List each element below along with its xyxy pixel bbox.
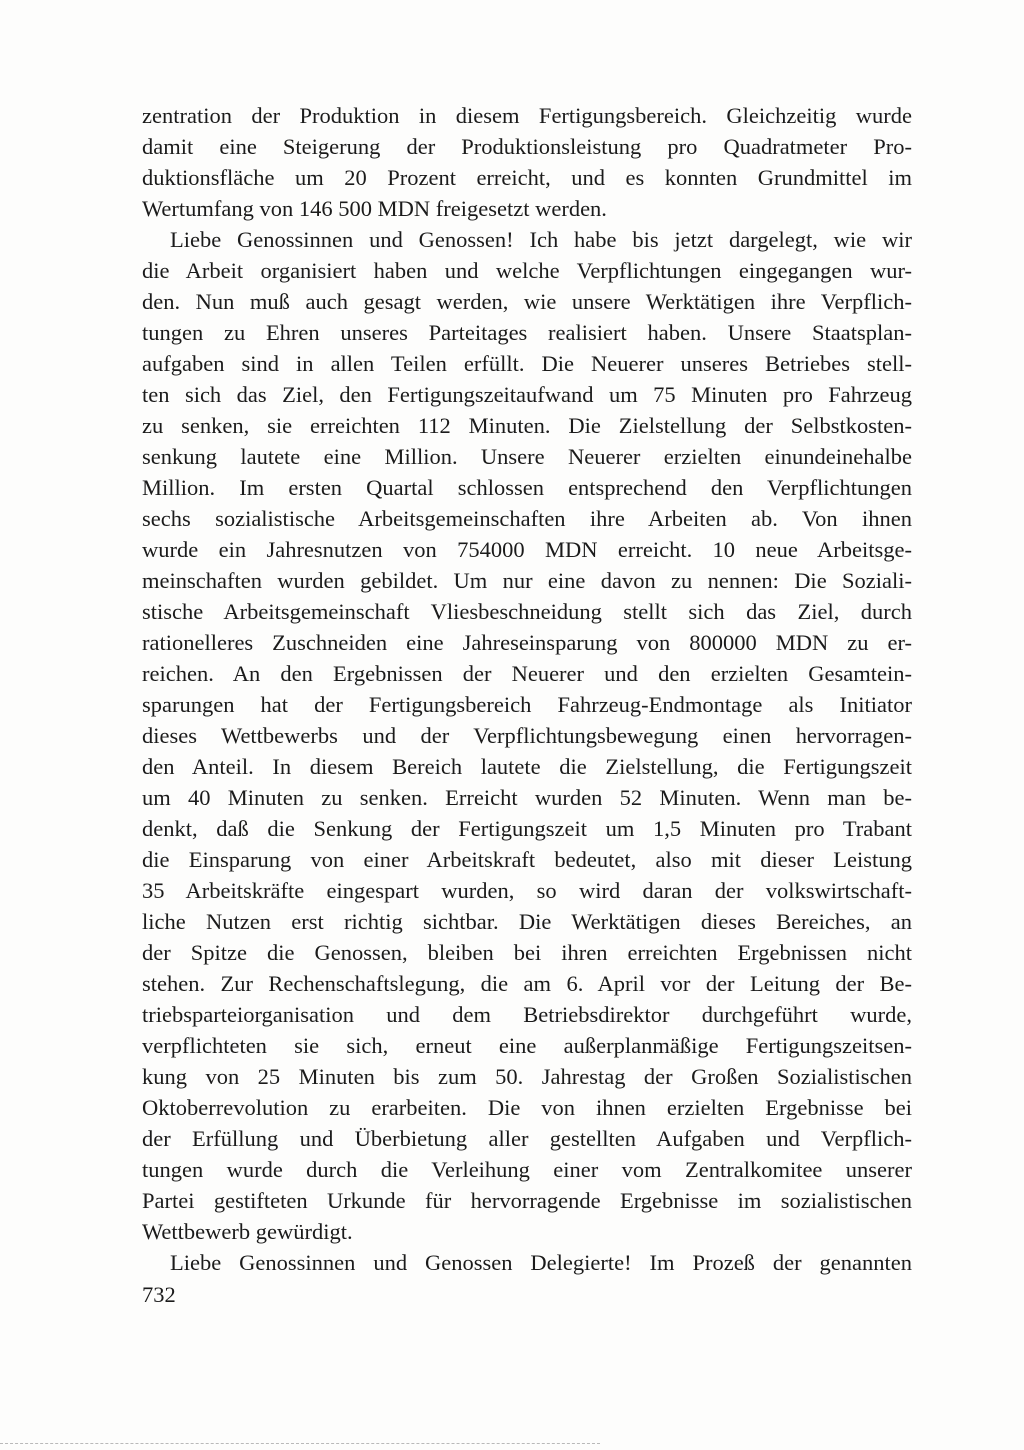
text-line: duktionsfläche um 20 Prozent erreicht, und es konnten Grundmittel im [142, 165, 912, 190]
text-line: zu senken, sie erreichten 112 Minuten. Die Zielstellung der Selbstkosten- [142, 413, 912, 438]
text-line: stehen. Zur Rechenschaftslegung, die am 6. April vor der Leitung der Be- [142, 971, 912, 996]
text-line: zentration der Produktion in diesem Fertigungsbereich. Gleichzeitig wurde [142, 103, 912, 128]
text-line: sparungen hat der Fertigungsbereich Fahrzeug-Endmontage als Initiator [142, 692, 912, 717]
text-line: Million. Im ersten Quartal schlossen entsprechend den Verpflichtungen [142, 475, 912, 500]
text-line: aufgaben sind in allen Teilen erfüllt. Die Neuerer unseres Betriebes stell- [142, 351, 912, 376]
text-line: triebsparteiorganisation und dem Betriebsdirektor durchgeführt wurde, [142, 1002, 912, 1027]
text-line: sechs sozialistische Arbeitsgemeinschaften ihre Arbeiten ab. Von ihnen [142, 506, 912, 531]
text-line: rationelleres Zuschneiden eine Jahreseinsparung von 800000 MDN zu er- [142, 630, 912, 655]
text-line: kung von 25 Minuten bis zum 50. Jahrestag der Großen Sozialistischen [142, 1064, 912, 1089]
text-line: Oktoberrevolution zu erarbeiten. Die von ihnen erzielten Ergebnisse bei [142, 1095, 912, 1120]
text-line: liche Nutzen erst richtig sichtbar. Die Werktätigen dieses Bereiches, an [142, 909, 912, 934]
text-line: tungen wurde durch die Verleihung einer vom Zentralkomitee unserer [142, 1157, 912, 1182]
text-line: meinschaften wurden gebildet. Um nur eine davon zu nennen: Die Soziali- [142, 568, 912, 593]
text-line: damit eine Steigerung der Produktionsleistung pro Quadratmeter Pro- [142, 134, 912, 159]
text-line: denkt, daß die Senkung der Fertigungszeit um 1,5 Minuten pro Trabant [142, 816, 912, 841]
text-line: Liebe Genossinnen und Genossen! Ich habe bis jetzt dargelegt, wie wir [170, 227, 912, 252]
body-text [142, 100, 912, 1278]
text-line: tungen zu Ehren unseres Parteitages realisiert haben. Unsere Staatsplan- [142, 320, 912, 345]
text-line: die Arbeit organisiert haben und welche Verpflichtungen eingegangen wur- [142, 258, 912, 283]
scan-edge-divider [0, 1443, 600, 1444]
text-line: stische Arbeitsgemeinschaft Vliesbeschneidung stellt sich das Ziel, durch [142, 599, 912, 624]
text-line: die Einsparung von einer Arbeitskraft bedeutet, also mit dieser Leistung [142, 847, 912, 872]
text-line: senkung lautete eine Million. Unsere Neuerer erzielten einundeinehalbe [142, 444, 912, 469]
text-line: Partei gestifteten Urkunde für hervorragende Ergebnisse im sozialistischen [142, 1188, 912, 1213]
text-line: der Erfüllung und Überbietung aller gestellten Aufgaben und Verpflich- [142, 1126, 912, 1151]
text-line: ten sich das Ziel, den Fertigungszeitaufwand um 75 Minuten pro Fahrzeug [142, 382, 912, 407]
text-line: verpflichteten sie sich, erneut eine außerplanmäßige Fertigungszeitsen- [142, 1033, 912, 1058]
text-line: der Spitze die Genossen, bleiben bei ihren erreichten Ergebnissen nicht [142, 940, 912, 965]
text-line: Wertumfang von 146 500 MDN freigesetzt werden. [142, 196, 607, 221]
text-line: den Anteil. In diesem Bereich lautete die Zielstellung, die Fertigungszeit [142, 754, 912, 779]
text-line: dieses Wettbewerbs und der Verpflichtungsbewegung einen hervorragen- [142, 723, 912, 748]
text-line: um 40 Minuten zu senken. Erreicht wurden 52 Minuten. Wenn man be- [142, 785, 912, 810]
text-line: Wettbewerb gewürdigt. [142, 1219, 353, 1244]
text-line: Liebe Genossinnen und Genossen Delegierte! Im Prozeß der genannten [170, 1250, 912, 1275]
page-number: 732 [142, 1282, 176, 1307]
text-line: den. Nun muß auch gesagt werden, wie unsere Werktätigen ihre Verpflich- [142, 289, 912, 314]
text-line: reichen. An den Ergebnissen der Neuerer und den erzielten Gesamtein- [142, 661, 912, 686]
text-line: 35 Arbeitskräfte eingespart wurden, so wird daran der volkswirtschaft- [142, 878, 912, 903]
text-line: wurde ein Jahresnutzen von 754000 MDN erreicht. 10 neue Arbeitsge- [142, 537, 912, 562]
